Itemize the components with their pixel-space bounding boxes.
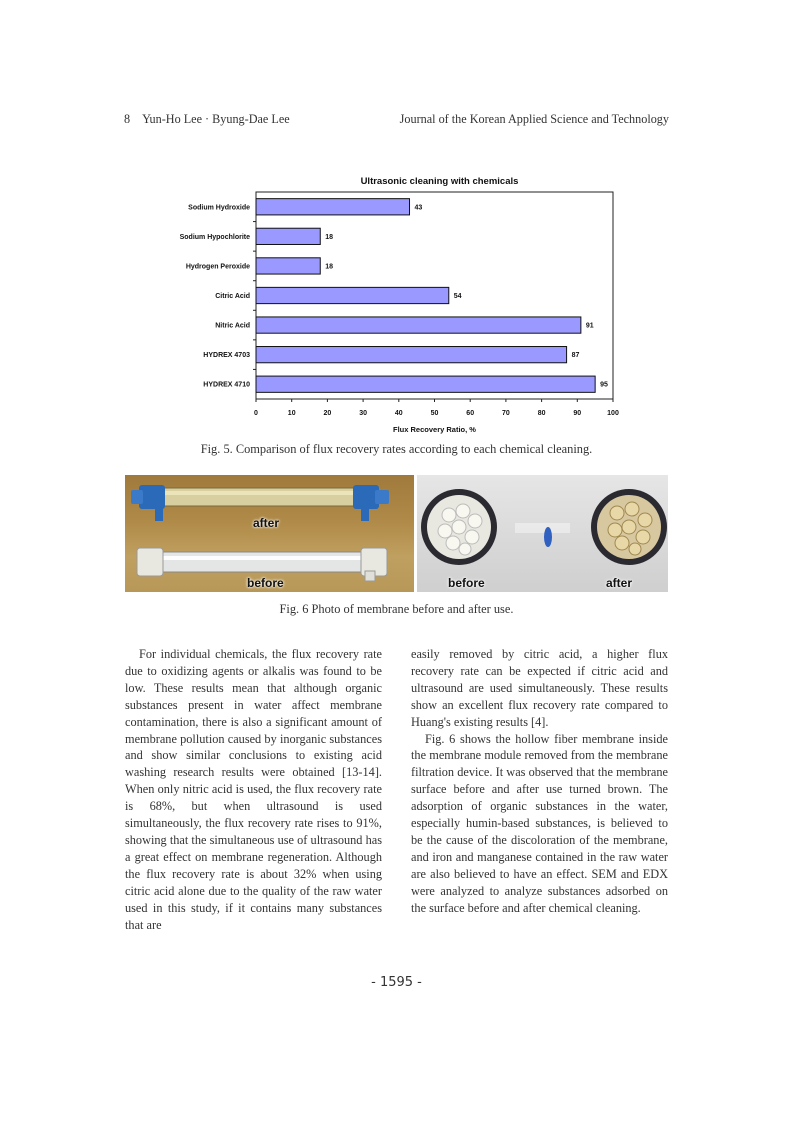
category-label: Citric Acid — [215, 293, 250, 300]
x-tick-label: 80 — [537, 410, 546, 417]
category-label: Nitric Acid — [215, 322, 250, 330]
membrane-crosssection-photo — [417, 475, 668, 592]
bar — [256, 199, 410, 215]
header-authors: Yun-Ho Lee · Byung-Dae Lee — [142, 112, 290, 126]
x-tick-label: 0 — [254, 410, 258, 417]
body-column-left — [125, 646, 382, 933]
category-label: HYDREX 4703 — [203, 352, 250, 360]
bar — [256, 347, 567, 363]
x-tick-label: 40 — [394, 410, 403, 417]
data-label: 91 — [585, 322, 594, 330]
x-tick-label: 70 — [502, 410, 510, 417]
photo-label-after: after — [253, 516, 280, 530]
x-tick-label: 60 — [466, 410, 475, 417]
category-label: Sodium Hypochlorite — [179, 233, 250, 241]
data-label: 43 — [414, 204, 423, 212]
x-tick-label: 100 — [607, 410, 619, 417]
body-column-right — [411, 646, 668, 917]
fig6-caption: Fig. 6 Photo of membrane before and after use. — [279, 602, 514, 616]
header-journal: Journal of the Korean Applied Science and Technology — [399, 112, 669, 126]
x-tick-label: 20 — [323, 410, 332, 417]
category-label: Hydrogen Peroxide — [185, 263, 250, 271]
x-tick-label: 10 — [287, 410, 296, 417]
data-label: 87 — [571, 352, 580, 360]
header-left — [124, 112, 290, 127]
photo-label-before-right: before — [448, 576, 485, 590]
bar — [256, 258, 320, 274]
page-number: - 1595 - — [371, 975, 422, 990]
x-tick-label: 50 — [430, 410, 439, 417]
body-paragraph: For individual chemicals, the flux recovery rate due to oxidizing agents or alkalis was found to be low. These results mean that although organic substances present in water affect membrane contamination, there is also a significant amount of membrane pollution caused by inorganic substances and show similar conclusions to existing acid washing research results were obtained [13-14]. When only nitric acid is used, the flux recovery rate is 68%, but when ultrasound is used simultaneously, the flux recovery rate rises to 91%, showing that the simultaneous use of ultrasound has a great effect on membrane regeneration. Although the flux recovery rate is about 32% when using citric acid alone due to the quality of the raw water used in this study, if it contains many substances that are — [125, 647, 382, 932]
data-label: 54 — [453, 293, 462, 300]
category-label: Sodium Hydroxide — [188, 204, 250, 212]
bar — [256, 376, 595, 392]
x-axis-label: Flux Recovery Ratio, % — [393, 425, 476, 434]
data-label: 95 — [600, 381, 608, 389]
bar — [256, 317, 581, 333]
membrane-crosssection-illustration — [417, 475, 668, 592]
x-tick-label: 30 — [359, 410, 367, 417]
bar — [256, 287, 449, 303]
flux-recovery-bar-chart — [160, 170, 640, 435]
chart-title: Ultrasonic cleaning with chemicals — [360, 176, 519, 187]
x-tick-label: 90 — [573, 410, 582, 417]
body-paragraph: easily removed by citric acid, a higher flux recovery rate can be expected if citric acid and ultrasound are used simultaneously. These results show an excellent flux recovery rate compared to Huang's existing results [4]. — [411, 647, 668, 729]
fig5-caption: Fig. 5. Comparison of flux recovery rates according to each chemical cleaning. — [200, 442, 593, 456]
data-label: 18 — [325, 263, 334, 271]
page-header — [124, 112, 669, 128]
photo-label-before: before — [247, 576, 284, 590]
membrane-module-illustration — [125, 475, 414, 592]
category-label: HYDREX 4710 — [203, 381, 250, 389]
header-page-number: 8 — [124, 112, 131, 126]
photo-label-after-right: after — [606, 576, 633, 590]
data-label: 18 — [325, 233, 334, 241]
membrane-module-photo — [125, 475, 414, 592]
body-paragraph: Fig. 6 shows the hollow fiber membrane inside the membrane module removed from the membrane filtration device. It was observed that the membrane surface before and after use turned brown. The adsorption of organic substances in the water, especially humin-based substances, is believed to be the cause of the discoloration of the membrane, and iron and manganese contained in the raw water are also believed to have an effect. SEM and EDX were analyzed to analyze substances adsorbed on the surface before and after chemical cleaning. — [411, 731, 668, 915]
bar — [256, 228, 320, 244]
